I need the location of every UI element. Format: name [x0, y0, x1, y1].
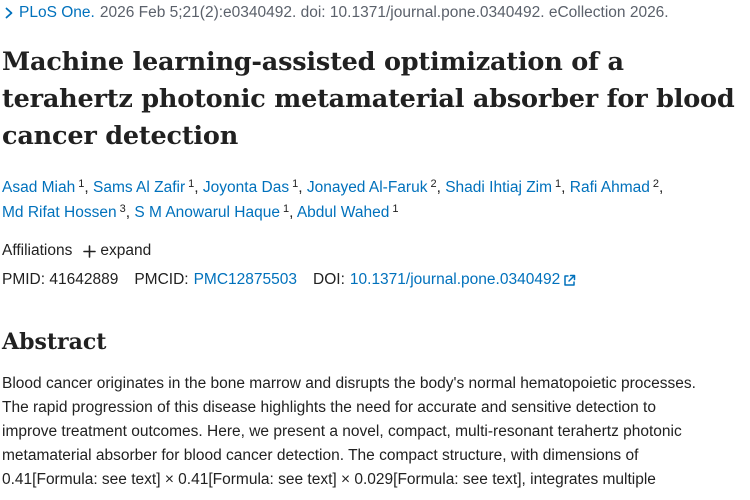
abstract-heading: Abstract	[2, 329, 107, 355]
author-link[interactable]: Sams Al Zafir	[92, 179, 186, 196]
affiliation-number[interactable]: 1	[555, 178, 562, 190]
affiliations-label: Affiliations	[2, 242, 73, 259]
chevron-right-icon[interactable]	[2, 6, 16, 20]
author-item	[134, 204, 289, 221]
author-link[interactable]: S M Anowarul Haque	[134, 204, 280, 221]
abstract-line: improve treatment outcomes. Here, we present a novel, compact, multi-resonant terahertz photonic	[2, 423, 682, 440]
author-link[interactable]: Abdul Wahed	[296, 204, 390, 221]
affiliation-number[interactable]: 2	[652, 178, 660, 190]
author-item	[2, 179, 84, 196]
journal-citation	[2, 3, 669, 23]
author-item	[203, 179, 298, 196]
abstract-line: The rapid progression of this disease highlights the need for accurate and sensitive detection to	[2, 399, 656, 416]
affiliations-row	[2, 240, 151, 262]
doi-group	[313, 269, 576, 291]
author-link[interactable]: Shadi Ihtiaj Zim	[445, 179, 553, 196]
affiliation-number[interactable]: 1	[188, 178, 195, 190]
author-item	[307, 179, 437, 196]
author-item	[2, 204, 126, 221]
abstract-line: Blood cancer originates in the bone marrow and disrupts the body's normal hematopoietic processes.	[2, 375, 696, 392]
article-title: Machine learning-assisted optimization of a terahertz photonic metamaterial absorber for blood cancer detection	[2, 47, 735, 151]
affiliation-number[interactable]: 2	[430, 178, 437, 190]
author-link[interactable]: Joyonta Das	[202, 179, 290, 196]
pmid-label: PMID:	[2, 271, 46, 288]
affiliation-number[interactable]: 1	[392, 203, 399, 215]
affiliation-number[interactable]: 1	[78, 178, 85, 190]
author-list: Asad Miah $^1$, Sams Al Zafir $^1$, Joyonta Das $^1$, Jonayed Al-Faruk $^2$, Shadi Ihtiaj Zim $^1$, Rafi Ahmad $^2$, Md Rifat Hossen $^3$, S M Anowarul Haque $^1$, Abdul Wahed $^1$	[2, 178, 664, 221]
affiliation-number[interactable]: 1	[282, 203, 290, 215]
affiliation-number[interactable]: 3	[119, 203, 126, 215]
author-item	[570, 179, 659, 196]
affiliation-number[interactable]: 1	[292, 178, 299, 190]
pmcid-link[interactable]: PMC12875503	[193, 271, 298, 288]
author-link[interactable]: Rafi Ahmad	[569, 179, 650, 196]
author-item	[445, 179, 561, 196]
external-link-icon[interactable]	[563, 274, 576, 287]
author-link[interactable]: Md Rifat Hossen	[2, 204, 117, 221]
plus-icon[interactable]	[83, 245, 96, 258]
author-link[interactable]: Asad Miah	[2, 179, 76, 196]
pmid-value: 41642889	[49, 271, 119, 288]
doi-link[interactable]: 10.1371/journal.pone.0340492	[349, 271, 561, 288]
doi-label: DOI:	[313, 271, 345, 288]
pmid-group	[2, 269, 118, 291]
abstract-text	[2, 372, 748, 492]
journal-link[interactable]: PLoS One.	[19, 4, 95, 21]
author-item	[297, 204, 399, 221]
abstract-line: metamaterial absorber for blood cancer detection. The compact structure, with dimensions of	[2, 447, 639, 464]
expand-affiliations-button[interactable]: expand	[100, 242, 152, 259]
citation-details: 2026 Feb 5;21(2):e0340492. doi: 10.1371/journal.pone.0340492. eCollection 2026.	[99, 4, 669, 21]
identifiers-row	[2, 269, 592, 291]
pmcid-group	[134, 269, 297, 291]
pmcid-label: PMCID:	[134, 271, 189, 288]
abstract-line: 0.41[Formula: see text] × 0.41[Formula: see text] × 0.029[Formula: see text], integrates multiple	[2, 471, 656, 488]
author-link[interactable]: Jonayed Al-Faruk	[306, 179, 428, 196]
author-item	[93, 179, 194, 196]
